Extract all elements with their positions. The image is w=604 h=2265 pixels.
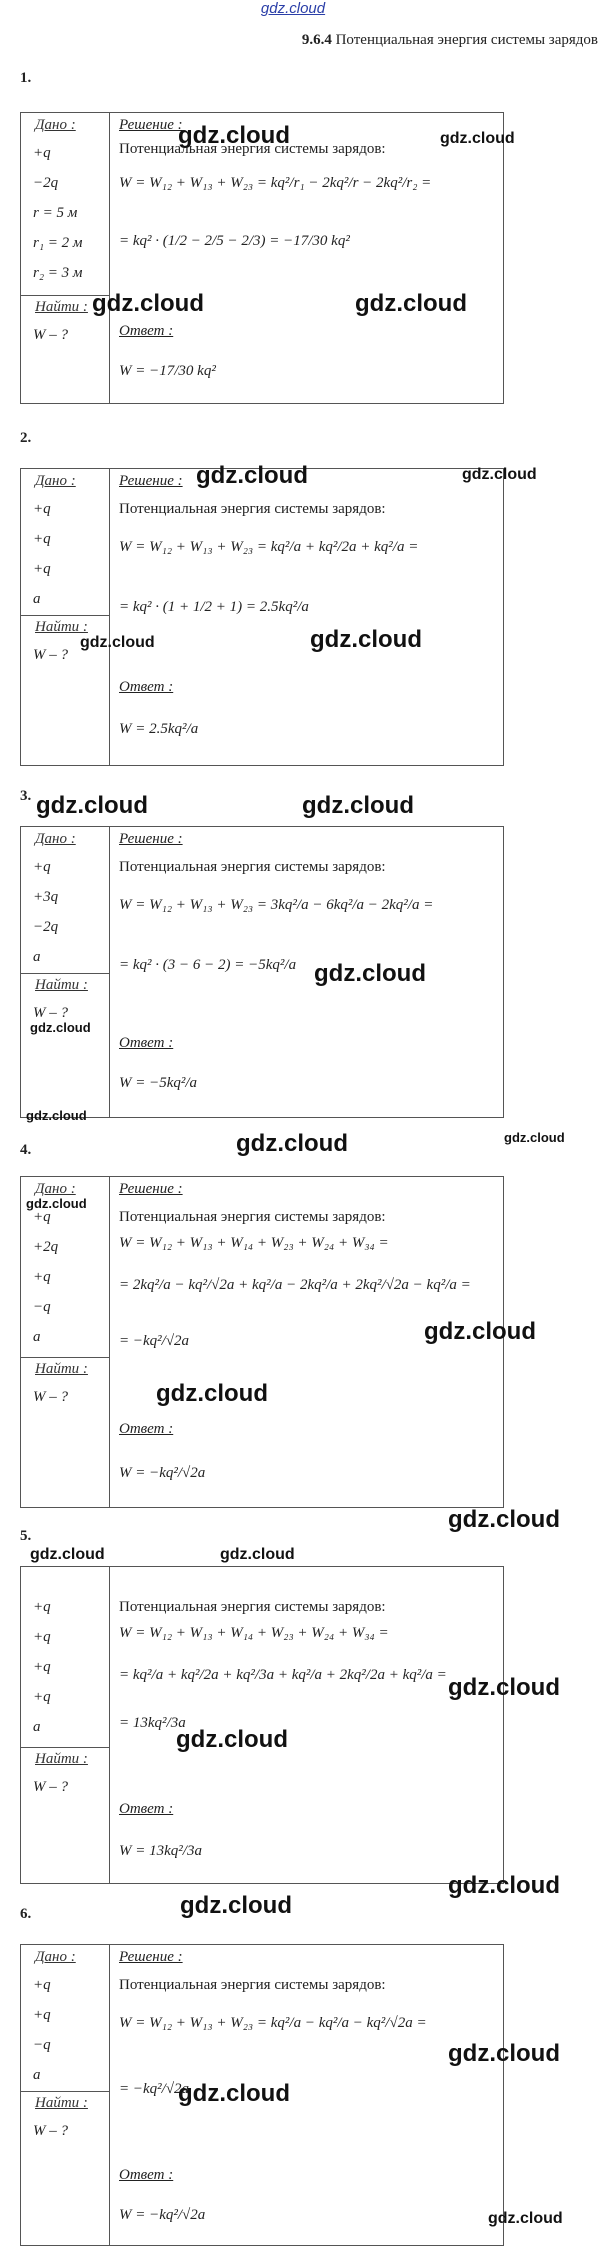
find-label: Найти :: [35, 1751, 88, 1767]
site-logo[interactable]: gdz.cloud: [260, 0, 326, 17]
equation-line: W = W₁₂ + W₁₃ + W₁₄ + W₂₃ + W₂₄ + W₃₄ =: [119, 1625, 389, 1641]
watermark: gdz.cloud: [176, 1726, 288, 1753]
watermark: gdz.cloud: [156, 1380, 268, 1407]
watermark: gdz.cloud: [236, 1130, 348, 1157]
watermark: gdz.cloud: [26, 1108, 87, 1123]
given-item: +q: [33, 1599, 51, 1615]
problem-number: 1.: [20, 70, 32, 86]
answer-label: Ответ :: [119, 1801, 174, 1817]
row-divider: [21, 615, 109, 616]
solution-text: Потенциальная энергия системы зарядов:: [119, 141, 386, 157]
solution-label: Решение :: [119, 1949, 183, 1965]
solution-text: Потенциальная энергия системы зарядов:: [119, 1209, 386, 1225]
given-item: −q: [33, 2037, 51, 2053]
find-label: Найти :: [35, 1361, 88, 1377]
watermark: gdz.cloud: [310, 626, 422, 653]
answer-label: Ответ :: [119, 679, 174, 695]
row-divider: [21, 1747, 109, 1748]
given-item: a: [33, 1329, 41, 1345]
column-divider: [109, 1945, 110, 2245]
given-item: +q: [33, 1977, 51, 1993]
watermark: gdz.cloud: [220, 1546, 295, 1563]
watermark: gdz.cloud: [440, 130, 515, 147]
solution-label: Решение :: [119, 473, 183, 489]
find-label: Найти :: [35, 2095, 88, 2111]
solution-label: Решение :: [119, 1181, 183, 1197]
equation-line: W = W₁₂ + W₁₃ + W₁₄ + W₂₃ + W₂₄ + W₃₄ =: [119, 1235, 389, 1251]
given-item: +q: [33, 1689, 51, 1705]
equation-line: W = W₁₂ + W₁₃ + W₂₃ = kq²/r₁ − 2kq²/r − 2kq²/r₂ =: [119, 175, 432, 191]
given-item: +q: [33, 1659, 51, 1675]
answer-value: W = 2.5kq²/a: [119, 721, 199, 737]
answer-label: Ответ :: [119, 2167, 174, 2183]
answer-label: Ответ :: [119, 1035, 174, 1051]
equation-line: W = W₁₂ + W₁₃ + W₂₃ = 3kq²/a − 6kq²/a − 2kq²/a =: [119, 897, 434, 913]
row-divider: [21, 2091, 109, 2092]
given-item: +q: [33, 501, 51, 517]
watermark: gdz.cloud: [180, 1892, 292, 1919]
row-divider: [21, 1357, 109, 1358]
problem-5-table: [20, 1566, 504, 1884]
given-item: +q: [33, 1629, 51, 1645]
given-item: +q: [33, 2007, 51, 2023]
answer-label: Ответ :: [119, 323, 174, 339]
row-divider: [21, 973, 109, 974]
watermark: gdz.cloud: [30, 1020, 91, 1035]
equation-line: = −kq²/√2a: [119, 2081, 190, 2097]
watermark: gdz.cloud: [448, 2040, 560, 2067]
column-divider: [109, 1177, 110, 1507]
watermark: gdz.cloud: [36, 792, 148, 819]
solution-text: Потенциальная энергия системы зарядов:: [119, 501, 386, 517]
given-label: Дано :: [35, 473, 76, 489]
given-item: −2q: [33, 919, 59, 935]
watermark: gdz.cloud: [424, 1318, 536, 1345]
find-label: Найти :: [35, 977, 88, 993]
watermark: gdz.cloud: [30, 1546, 105, 1563]
watermark: gdz.cloud: [178, 2080, 290, 2107]
watermark: gdz.cloud: [448, 1506, 560, 1533]
given-item: a: [33, 1719, 41, 1735]
given-item: r₂ = 3 м: [33, 265, 83, 281]
find-value: W – ?: [33, 2123, 68, 2139]
given-item: −q: [33, 1299, 51, 1315]
solution-text: Потенциальная энергия системы зарядов:: [119, 1977, 386, 1993]
section-number: 9.6.4: [301, 32, 332, 48]
watermark: gdz.cloud: [462, 466, 537, 483]
column-divider: [109, 827, 110, 1117]
watermark: gdz.cloud: [26, 1196, 87, 1211]
watermark: gdz.cloud: [448, 1872, 560, 1899]
watermark: gdz.cloud: [504, 1130, 565, 1145]
equation-line: = 13kq²/3a: [119, 1715, 186, 1731]
given-item: +q: [33, 859, 51, 875]
equation-line: = kq² · (1/2 − 2/5 − 2/3) = −17/30 kq²: [119, 233, 350, 249]
find-value: W – ?: [33, 647, 68, 663]
problem-1-table: [20, 112, 504, 404]
answer-value: W = −17/30 kq²: [119, 363, 216, 379]
given-label: Дано :: [35, 117, 76, 133]
problem-number: 6.: [20, 1906, 32, 1922]
problem-number: 3.: [20, 788, 32, 804]
given-item: +q: [33, 561, 51, 577]
find-value: W – ?: [33, 1005, 68, 1021]
given-label: Дано :: [35, 1181, 76, 1197]
given-item: +3q: [33, 889, 59, 905]
watermark: gdz.cloud: [302, 792, 414, 819]
solution-label: Решение :: [119, 831, 183, 847]
column-divider: [109, 469, 110, 765]
given-item: a: [33, 2067, 41, 2083]
equation-line: W = W₁₂ + W₁₃ + W₂₃ = kq²/a + kq²/2a + kq²/a =: [119, 539, 419, 555]
given-item: +2q: [33, 1239, 59, 1255]
given-item: r₁ = 2 м: [33, 235, 83, 251]
find-value: W – ?: [33, 327, 68, 343]
watermark: gdz.cloud: [196, 462, 308, 489]
equation-line: W = W₁₂ + W₁₃ + W₂₃ = kq²/a − kq²/a − kq²/√2a =: [119, 2015, 427, 2031]
watermark: gdz.cloud: [178, 122, 290, 149]
problem-number: 2.: [20, 430, 32, 446]
find-label: Найти :: [35, 299, 88, 315]
given-item: +q: [33, 1209, 51, 1225]
given-item: r = 5 м: [33, 205, 78, 221]
answer-value: W = −kq²/√2a: [119, 2207, 206, 2223]
given-item: a: [33, 949, 41, 965]
section-heading: Потенциальная энергия системы зарядов: [335, 32, 598, 48]
find-label: Найти :: [35, 619, 88, 635]
watermark: gdz.cloud: [355, 290, 467, 317]
answer-value: W = −5kq²/a: [119, 1075, 198, 1091]
find-value: W – ?: [33, 1779, 68, 1795]
equation-line: = 2kq²/a − kq²/√2a + kq²/a − 2kq²/a + 2kq²/√2a − kq²/a =: [119, 1277, 471, 1293]
column-divider: [109, 113, 110, 403]
watermark: gdz.cloud: [92, 290, 204, 317]
given-item: +q: [33, 1269, 51, 1285]
problem-3-table: [20, 826, 504, 1118]
answer-label: Ответ :: [119, 1421, 174, 1437]
watermark: gdz.cloud: [314, 960, 426, 987]
given-item: −2q: [33, 175, 59, 191]
equation-line: = kq² · (3 − 6 − 2) = −5kq²/a: [119, 957, 297, 973]
answer-value: W = −kq²/√2a: [119, 1465, 206, 1481]
problem-2-table: [20, 468, 504, 766]
equation-line: = −kq²/√2a: [119, 1333, 190, 1349]
problem-number: 5.: [20, 1528, 32, 1544]
given-item: +q: [33, 145, 51, 161]
watermark: gdz.cloud: [448, 1674, 560, 1701]
problem-number: 4.: [20, 1142, 32, 1158]
solution-text: Потенциальная энергия системы зарядов:: [119, 1599, 386, 1615]
solution-text: Потенциальная энергия системы зарядов:: [119, 859, 386, 875]
find-value: W – ?: [33, 1389, 68, 1405]
given-item: +q: [33, 531, 51, 547]
given-label: Дано :: [35, 831, 76, 847]
equation-line: = kq²/a + kq²/2a + kq²/3a + kq²/a + 2kq²/2a + kq²/a =: [119, 1667, 447, 1683]
watermark: gdz.cloud: [80, 634, 155, 651]
watermark: gdz.cloud: [488, 2210, 563, 2227]
answer-value: W = 13kq²/3a: [119, 1843, 202, 1859]
solution-label: Решение :: [119, 117, 183, 133]
given-label: Дано :: [35, 1949, 76, 1965]
section-title: [302, 32, 598, 49]
equation-line: = kq² · (1 + 1/2 + 1) = 2.5kq²/a: [119, 599, 309, 615]
column-divider: [109, 1567, 110, 1883]
given-item: a: [33, 591, 41, 607]
